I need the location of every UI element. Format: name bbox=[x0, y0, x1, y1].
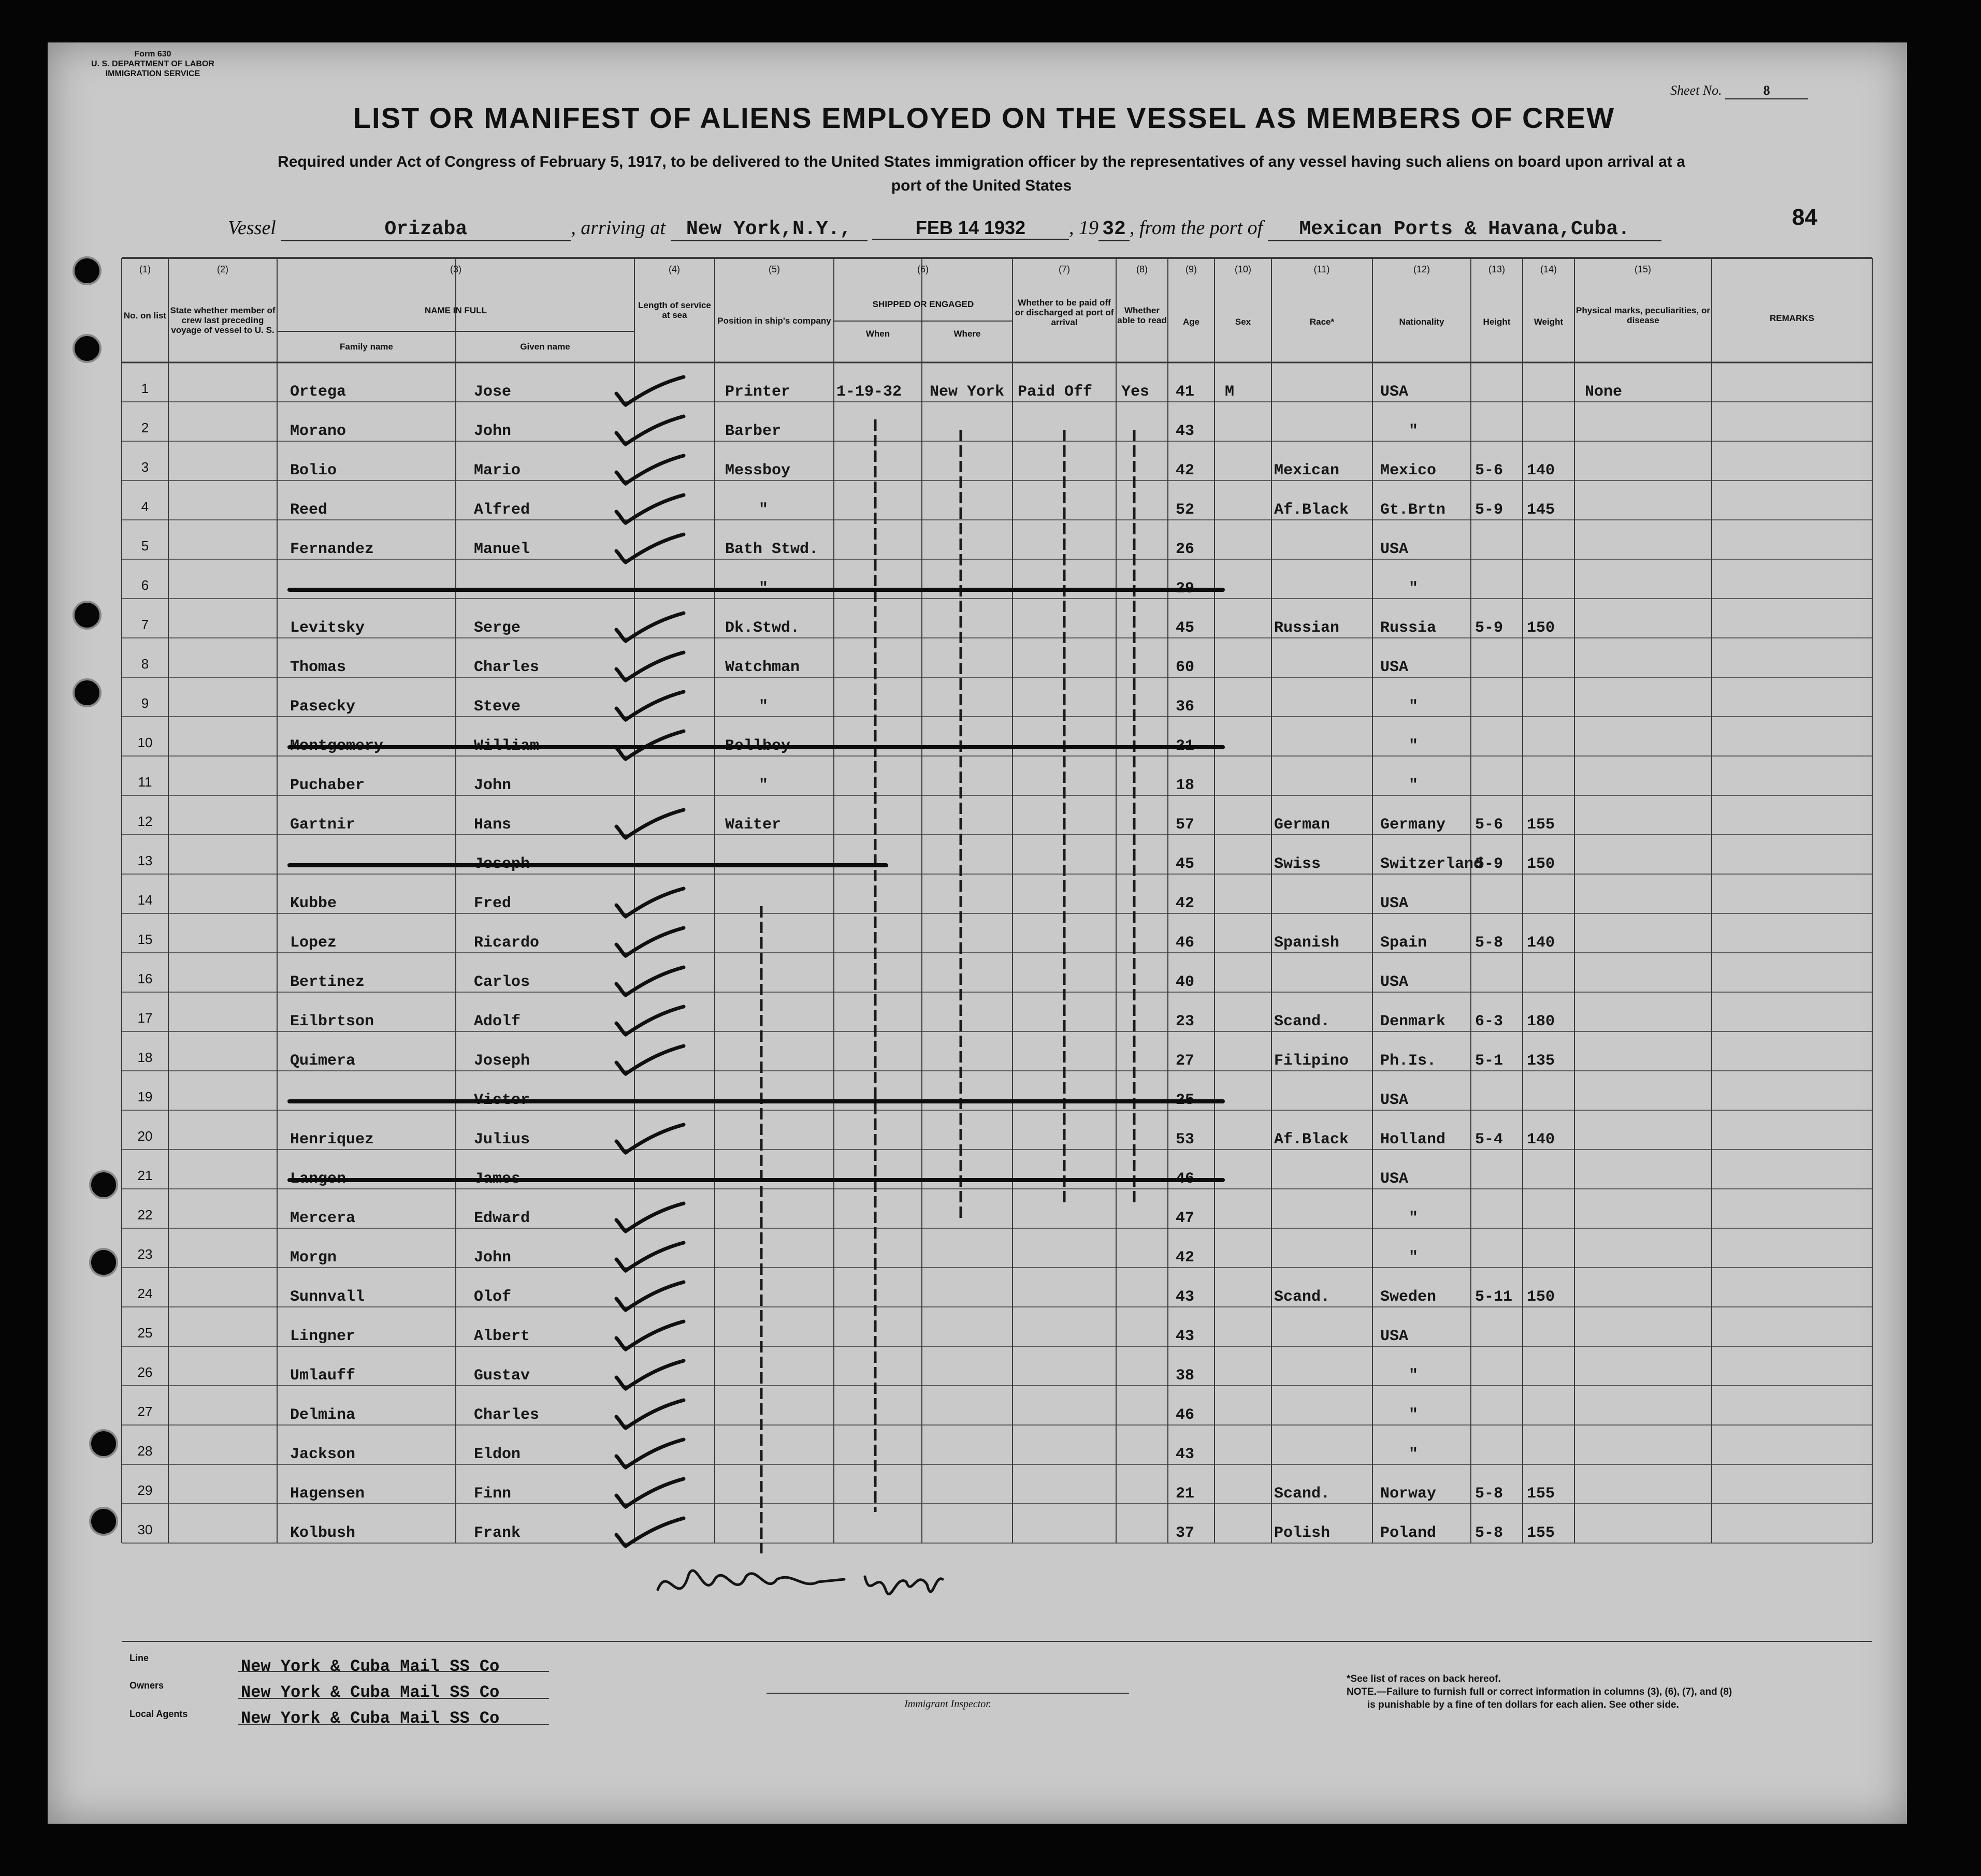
age-cell: 42 bbox=[1176, 895, 1195, 912]
given-name-cell: Julius bbox=[474, 1131, 530, 1148]
height-cell: 5-1 bbox=[1475, 1052, 1503, 1070]
nationality-cell: Ph.Is. bbox=[1380, 1052, 1437, 1070]
check-mark-icon bbox=[611, 452, 689, 488]
row-number: 10 bbox=[137, 735, 153, 750]
header-where: Where bbox=[953, 329, 981, 339]
weight-cell: 150 bbox=[1527, 1288, 1555, 1306]
age-cell: 27 bbox=[1176, 1052, 1195, 1070]
row-number: 26 bbox=[137, 1364, 153, 1380]
nationality-cell: USA bbox=[1380, 1092, 1409, 1109]
race-cell: Russian bbox=[1274, 619, 1340, 637]
row-number: 3 bbox=[141, 459, 149, 475]
position-cell: Barber bbox=[725, 423, 782, 440]
age-cell: 47 bbox=[1176, 1210, 1195, 1227]
nationality-cell: Norway bbox=[1380, 1485, 1437, 1503]
weight-cell: 135 bbox=[1527, 1052, 1555, 1070]
family-name-cell: Hagensen bbox=[290, 1485, 365, 1503]
sex-cell: M bbox=[1225, 383, 1235, 401]
race-cell: Filipino bbox=[1274, 1052, 1349, 1070]
row-number: 8 bbox=[141, 656, 149, 672]
given-name-cell: Charles bbox=[474, 1406, 540, 1424]
age-cell: 43 bbox=[1176, 423, 1195, 440]
row-number: 19 bbox=[137, 1089, 153, 1104]
agents-value: New York & Cuba Mail SS Co bbox=[241, 1709, 500, 1728]
row-number: 13 bbox=[137, 853, 153, 868]
given-name-cell: Frank bbox=[474, 1524, 521, 1542]
line-value: New York & Cuba Mail SS Co bbox=[241, 1657, 500, 1676]
given-name-cell: Alfred bbox=[474, 501, 530, 519]
family-name-cell: Morano bbox=[290, 423, 346, 440]
weight-cell: 140 bbox=[1527, 934, 1555, 952]
family-name-cell: Jackson bbox=[290, 1446, 356, 1463]
column-number: (12) bbox=[1413, 264, 1430, 274]
family-name-cell: Ortega bbox=[290, 383, 346, 401]
nationality-cell: " bbox=[1409, 1249, 1419, 1267]
given-name-cell: Albert bbox=[474, 1328, 530, 1345]
column-number: (4) bbox=[669, 264, 680, 274]
nationality-cell: Switzerland bbox=[1380, 855, 1483, 873]
strike-through-line bbox=[287, 1099, 1225, 1103]
family-name-cell: Puchaber bbox=[290, 777, 365, 794]
column-number: (9) bbox=[1185, 264, 1197, 274]
age-cell: 53 bbox=[1176, 1131, 1195, 1148]
age-cell: 43 bbox=[1176, 1288, 1195, 1306]
check-mark-icon bbox=[611, 609, 689, 645]
nationality-cell: " bbox=[1409, 737, 1419, 755]
family-name-cell: Henriquez bbox=[290, 1131, 374, 1148]
inspector-signature bbox=[647, 1553, 968, 1616]
nationality-cell: " bbox=[1409, 698, 1419, 716]
header-when: When bbox=[865, 329, 890, 339]
date-stamp: FEB 14 1932 bbox=[872, 217, 1069, 240]
column-number: (7) bbox=[1059, 264, 1070, 274]
family-name-cell: Gartnir bbox=[290, 816, 356, 834]
check-mark-icon bbox=[611, 963, 689, 999]
header-age: Age bbox=[1182, 317, 1200, 327]
position-cell: Dk.Stwd. bbox=[725, 619, 800, 637]
weight-cell: 140 bbox=[1527, 1131, 1555, 1148]
header-sex: Sex bbox=[1235, 317, 1251, 327]
family-name-cell: Morgn bbox=[290, 1249, 337, 1267]
column-number: (8) bbox=[1136, 264, 1148, 274]
nationality-cell: " bbox=[1409, 777, 1419, 794]
age-cell: 38 bbox=[1176, 1367, 1195, 1385]
header-race: Race* bbox=[1309, 317, 1335, 327]
sheet-value: 8 bbox=[1725, 83, 1808, 99]
race-cell: Scand. bbox=[1274, 1013, 1331, 1030]
service-name: IMMIGRATION SERVICE bbox=[105, 69, 200, 78]
family-name-cell: Kolbush bbox=[290, 1524, 356, 1542]
agents-label: Local Agents bbox=[129, 1709, 188, 1719]
family-name-cell: Reed bbox=[290, 501, 328, 519]
family-name-cell: Mercera bbox=[290, 1210, 356, 1227]
shipped-where-cell: New York bbox=[930, 383, 1005, 401]
row-number: 20 bbox=[137, 1128, 153, 1144]
header-shipped: SHIPPED OR ENGAGED bbox=[872, 299, 974, 309]
column-number: (2) bbox=[217, 264, 228, 274]
height-cell: 5-8 bbox=[1475, 1524, 1503, 1542]
shipped-when-cell: 1-19-32 bbox=[836, 383, 902, 401]
able-read-cell: Yes bbox=[1121, 383, 1150, 401]
family-name-cell: Sunnvall bbox=[290, 1288, 365, 1306]
age-cell: 21 bbox=[1176, 1485, 1195, 1503]
family-name-cell: Lopez bbox=[290, 934, 337, 952]
age-cell: 23 bbox=[1176, 1013, 1195, 1030]
position-cell: Printer bbox=[725, 383, 791, 401]
position-cell: Messboy bbox=[725, 462, 791, 479]
row-number: 1 bbox=[141, 381, 149, 396]
paid-off-cell: Paid Off bbox=[1018, 383, 1093, 401]
strike-through-line bbox=[287, 745, 1225, 749]
age-cell: 41 bbox=[1176, 383, 1195, 401]
given-name-cell: John bbox=[474, 1249, 512, 1267]
row-number: 21 bbox=[137, 1168, 153, 1183]
line-label: Line bbox=[129, 1653, 149, 1663]
weight-cell: 155 bbox=[1527, 1524, 1555, 1542]
family-name-cell: Kubbe bbox=[290, 895, 337, 912]
subtitle-line-1: Required under Act of Congress of February 5, 1917, to be delivered to the United States immigration officer by the representatives of any vessel having such aliens on board upon arrival at a bbox=[278, 153, 1685, 170]
given-name-cell: John bbox=[474, 423, 512, 440]
weight-cell: 155 bbox=[1527, 1485, 1555, 1503]
nationality-cell: Denmark bbox=[1380, 1013, 1446, 1030]
nationality-cell: USA bbox=[1380, 541, 1409, 558]
family-name-cell: Umlauff bbox=[290, 1367, 356, 1385]
position-cell: " bbox=[759, 777, 769, 794]
check-mark-icon bbox=[611, 1042, 689, 1078]
nationality-cell: Germany bbox=[1380, 816, 1446, 834]
nationality-cell: USA bbox=[1380, 1328, 1409, 1345]
check-mark-icon bbox=[611, 1239, 689, 1275]
age-cell: 42 bbox=[1176, 1249, 1195, 1267]
strike-through-line bbox=[287, 1178, 1225, 1182]
row-number: 4 bbox=[141, 499, 149, 514]
row-number: 29 bbox=[137, 1482, 153, 1498]
position-cell: Waiter bbox=[725, 816, 782, 834]
age-cell: 36 bbox=[1176, 698, 1195, 716]
check-mark-icon bbox=[611, 1121, 689, 1157]
footnote bbox=[1347, 1673, 1864, 1711]
race-cell: Af.Black bbox=[1274, 501, 1349, 519]
row-number: 17 bbox=[137, 1010, 153, 1026]
check-mark-icon bbox=[611, 1435, 689, 1472]
from-label: , from the port of bbox=[1130, 217, 1263, 239]
height-cell: 5-6 bbox=[1475, 462, 1503, 479]
given-name-cell: Gustav bbox=[474, 1367, 530, 1385]
row-number: 22 bbox=[137, 1207, 153, 1223]
given-name-cell: John bbox=[474, 777, 512, 794]
nationality-cell: Holland bbox=[1380, 1131, 1446, 1148]
given-name-cell: Finn bbox=[474, 1485, 512, 1503]
weight-cell: 145 bbox=[1527, 501, 1555, 519]
position-cell: Bath Stwd. bbox=[725, 541, 819, 558]
nationality-cell: " bbox=[1409, 1210, 1419, 1227]
check-mark-icon bbox=[611, 924, 689, 960]
age-cell: 57 bbox=[1176, 816, 1195, 834]
age-cell: 37 bbox=[1176, 1524, 1195, 1542]
arrival-port: New York,N.Y., bbox=[671, 218, 867, 241]
age-cell: 52 bbox=[1176, 501, 1195, 519]
check-mark-icon bbox=[611, 1317, 689, 1354]
age-cell: 46 bbox=[1176, 934, 1195, 952]
height-cell: 5-4 bbox=[1475, 1131, 1503, 1148]
family-name-cell: Bertinez bbox=[290, 973, 365, 991]
column-number: (10) bbox=[1234, 264, 1251, 274]
height-cell: 6-3 bbox=[1475, 1013, 1503, 1030]
given-name-cell: Jose bbox=[474, 383, 512, 401]
row-number: 2 bbox=[141, 420, 149, 435]
row-number: 24 bbox=[137, 1286, 153, 1301]
given-name-cell: Mario bbox=[474, 462, 521, 479]
weight-cell: 180 bbox=[1527, 1013, 1555, 1030]
strike-through-line bbox=[287, 863, 888, 867]
weight-cell: 150 bbox=[1527, 619, 1555, 637]
footnote-note: NOTE.—Failure to furnish full or correct information in columns (3), (6), (7), and (8) bbox=[1347, 1686, 1732, 1697]
weight-cell: 140 bbox=[1527, 462, 1555, 479]
row-number: 14 bbox=[137, 892, 153, 908]
family-name-cell: Levitsky bbox=[290, 619, 365, 637]
check-mark-icon bbox=[611, 1475, 689, 1511]
height-cell: 5-9 bbox=[1475, 855, 1503, 873]
header-height: Height bbox=[1483, 317, 1511, 327]
row-number: 28 bbox=[137, 1443, 153, 1459]
nationality-cell: Poland bbox=[1380, 1524, 1437, 1542]
check-mark-icon bbox=[611, 373, 689, 409]
check-mark-icon bbox=[611, 688, 689, 724]
nationality-cell: Sweden bbox=[1380, 1288, 1437, 1306]
nationality-cell: " bbox=[1409, 580, 1419, 598]
header-family-name: Family name bbox=[340, 342, 393, 352]
header-given-name: Given name bbox=[520, 342, 570, 352]
height-cell: 5-8 bbox=[1475, 934, 1503, 952]
position-cell: " bbox=[759, 501, 769, 519]
check-mark-icon bbox=[611, 1002, 689, 1039]
nationality-cell: USA bbox=[1380, 383, 1409, 401]
check-mark-icon bbox=[611, 491, 689, 527]
form-number: Form 630 bbox=[134, 50, 171, 59]
age-cell: 43 bbox=[1176, 1446, 1195, 1463]
check-mark-icon bbox=[611, 1199, 689, 1235]
family-name-cell: Delmina bbox=[290, 1406, 356, 1424]
nationality-cell: Gt.Brtn bbox=[1380, 501, 1446, 519]
vessel-label: Vessel bbox=[228, 217, 276, 239]
given-name-cell: Adolf bbox=[474, 1013, 521, 1030]
owners-label: Owners bbox=[129, 1680, 164, 1691]
given-name-cell: Eldon bbox=[474, 1446, 521, 1463]
year-prefix: , 19 bbox=[1069, 217, 1098, 239]
given-name-cell: Olof bbox=[474, 1288, 512, 1306]
column-number: (6) bbox=[917, 264, 929, 274]
check-mark-icon bbox=[611, 1514, 689, 1550]
strike-through-line bbox=[287, 588, 1225, 592]
row-number: 30 bbox=[137, 1522, 153, 1537]
given-name-cell: Edward bbox=[474, 1210, 530, 1227]
owners-value: New York & Cuba Mail SS Co bbox=[241, 1683, 500, 1702]
position-cell: Watchman bbox=[725, 659, 800, 676]
family-name-cell: Thomas bbox=[290, 659, 346, 676]
weight-cell: 150 bbox=[1527, 855, 1555, 873]
family-name-cell: Eilbrtson bbox=[290, 1013, 374, 1030]
check-mark-icon bbox=[611, 1357, 689, 1393]
age-cell: 45 bbox=[1176, 619, 1195, 637]
age-cell: 46 bbox=[1176, 1406, 1195, 1424]
column-number: (13) bbox=[1488, 264, 1505, 274]
vessel-name: Orizaba bbox=[281, 218, 571, 241]
given-name-cell: Charles bbox=[474, 659, 540, 676]
position-cell: " bbox=[759, 698, 769, 716]
year-value: 32 bbox=[1098, 218, 1130, 241]
family-name-cell: Lingner bbox=[290, 1328, 356, 1345]
row-number: 12 bbox=[137, 813, 153, 829]
check-mark-icon bbox=[611, 1278, 689, 1314]
nationality-cell: USA bbox=[1380, 973, 1409, 991]
age-cell: 43 bbox=[1176, 1328, 1195, 1345]
nationality-cell: " bbox=[1409, 423, 1419, 440]
row-number: 18 bbox=[137, 1050, 153, 1065]
header-name-in-full: NAME IN FULL bbox=[425, 306, 487, 315]
age-cell: 60 bbox=[1176, 659, 1195, 676]
nationality-cell: Mexico bbox=[1380, 462, 1437, 479]
column-number: (14) bbox=[1540, 264, 1557, 274]
check-mark-icon bbox=[611, 1396, 689, 1432]
header-position: Position in ship's company bbox=[717, 316, 831, 326]
header-able-read: Whether able to read bbox=[1117, 306, 1167, 325]
column-number: (11) bbox=[1313, 264, 1330, 274]
family-name-cell: Fernandez bbox=[290, 541, 374, 558]
nationality-cell: USA bbox=[1380, 895, 1409, 912]
height-cell: 5-6 bbox=[1475, 816, 1503, 834]
given-name-cell: Steve bbox=[474, 698, 521, 716]
nationality-cell: USA bbox=[1380, 659, 1409, 676]
footnote-races: *See list of races on back hereof. bbox=[1347, 1674, 1501, 1684]
row-number: 7 bbox=[141, 617, 149, 632]
header-no-on-list: No. on list bbox=[123, 311, 167, 321]
header-paid-off: Whether to be paid off or discharged at port of arrival bbox=[1015, 298, 1114, 327]
sheet-label: Sheet No. bbox=[1670, 83, 1722, 98]
race-cell: Swiss bbox=[1274, 855, 1321, 873]
age-cell: 42 bbox=[1176, 462, 1195, 479]
row-number: 6 bbox=[141, 577, 149, 593]
physical-marks-cell: None bbox=[1585, 383, 1623, 401]
nationality-cell: Russia bbox=[1380, 619, 1437, 637]
age-cell: 26 bbox=[1176, 541, 1195, 558]
check-mark-icon bbox=[611, 884, 689, 921]
row-number: 5 bbox=[141, 538, 149, 554]
given-name-cell: Serge bbox=[474, 619, 521, 637]
header-length-service: Length of service at sea bbox=[638, 300, 711, 320]
age-cell: 40 bbox=[1176, 973, 1195, 991]
height-cell: 5-9 bbox=[1475, 619, 1503, 637]
footnote-fine: is punishable by a fine of ten dollars for each alien. See other side. bbox=[1367, 1699, 1679, 1710]
row-number: 27 bbox=[137, 1404, 153, 1419]
page-number: 84 bbox=[1792, 205, 1817, 230]
age-cell: 18 bbox=[1176, 777, 1195, 794]
height-cell: 5-9 bbox=[1475, 501, 1503, 519]
header-physical: Physical marks, peculiarities, or disease bbox=[1576, 306, 1710, 325]
check-mark-icon bbox=[611, 530, 689, 566]
height-cell: 5-8 bbox=[1475, 1485, 1503, 1503]
row-number: 15 bbox=[137, 932, 153, 947]
given-name-cell: Fred bbox=[474, 895, 512, 912]
given-name-cell: Joseph bbox=[474, 1052, 530, 1070]
race-cell: Spanish bbox=[1274, 934, 1340, 952]
weight-cell: 155 bbox=[1527, 816, 1555, 834]
row-number: 25 bbox=[137, 1325, 153, 1341]
race-cell: German bbox=[1274, 816, 1331, 834]
race-cell: Mexican bbox=[1274, 462, 1340, 479]
family-name-cell: Bolio bbox=[290, 462, 337, 479]
column-number: (1) bbox=[139, 264, 151, 274]
check-mark-icon bbox=[611, 648, 689, 685]
column-number: (5) bbox=[769, 264, 780, 274]
race-cell: Scand. bbox=[1274, 1485, 1331, 1503]
given-name-cell: Manuel bbox=[474, 541, 530, 558]
inspector-label: Immigrant Inspector. bbox=[904, 1698, 991, 1710]
family-name-cell: Pasecky bbox=[290, 698, 356, 716]
departure-port: Mexican Ports & Havana,Cuba. bbox=[1268, 218, 1661, 241]
given-name-cell: Ricardo bbox=[474, 934, 540, 952]
nationality-cell: " bbox=[1409, 1446, 1419, 1463]
header-nationality: Nationality bbox=[1399, 317, 1444, 327]
nationality-cell: Spain bbox=[1380, 934, 1427, 952]
page-title: LIST OR MANIFEST OF ALIENS EMPLOYED ON THE VESSEL AS MEMBERS OF CREW bbox=[353, 101, 1615, 134]
race-cell: Polish bbox=[1274, 1524, 1331, 1542]
header-weight: Weight bbox=[1534, 317, 1564, 327]
row-number: 9 bbox=[141, 695, 149, 711]
row-number: 16 bbox=[137, 971, 153, 986]
department-name: U. S. DEPARTMENT OF LABOR bbox=[91, 60, 214, 68]
check-mark-icon bbox=[611, 412, 689, 448]
age-cell: 45 bbox=[1176, 855, 1195, 873]
given-name-cell: Carlos bbox=[474, 973, 530, 991]
header-member-state: State whether member of crew last preceding voyage of vessel to U. S. bbox=[170, 306, 276, 335]
check-mark-icon bbox=[611, 806, 689, 842]
nationality-cell: " bbox=[1409, 1406, 1419, 1424]
race-cell: Af.Black bbox=[1274, 1131, 1349, 1148]
nationality-cell: " bbox=[1409, 1367, 1419, 1385]
subtitle-line-2: port of the United States bbox=[891, 177, 1072, 194]
family-name-cell: Quimera bbox=[290, 1052, 356, 1070]
header-remarks: REMARKS bbox=[1770, 313, 1814, 323]
nationality-cell: USA bbox=[1380, 1170, 1409, 1188]
race-cell: Scand. bbox=[1274, 1288, 1331, 1306]
height-cell: 5-11 bbox=[1475, 1288, 1513, 1306]
row-number: 11 bbox=[138, 774, 152, 790]
given-name-cell: Hans bbox=[474, 816, 512, 834]
row-number: 23 bbox=[137, 1246, 153, 1262]
arriving-label: , arriving at bbox=[571, 217, 666, 239]
column-number: (3) bbox=[450, 264, 461, 274]
column-number: (15) bbox=[1634, 264, 1651, 274]
